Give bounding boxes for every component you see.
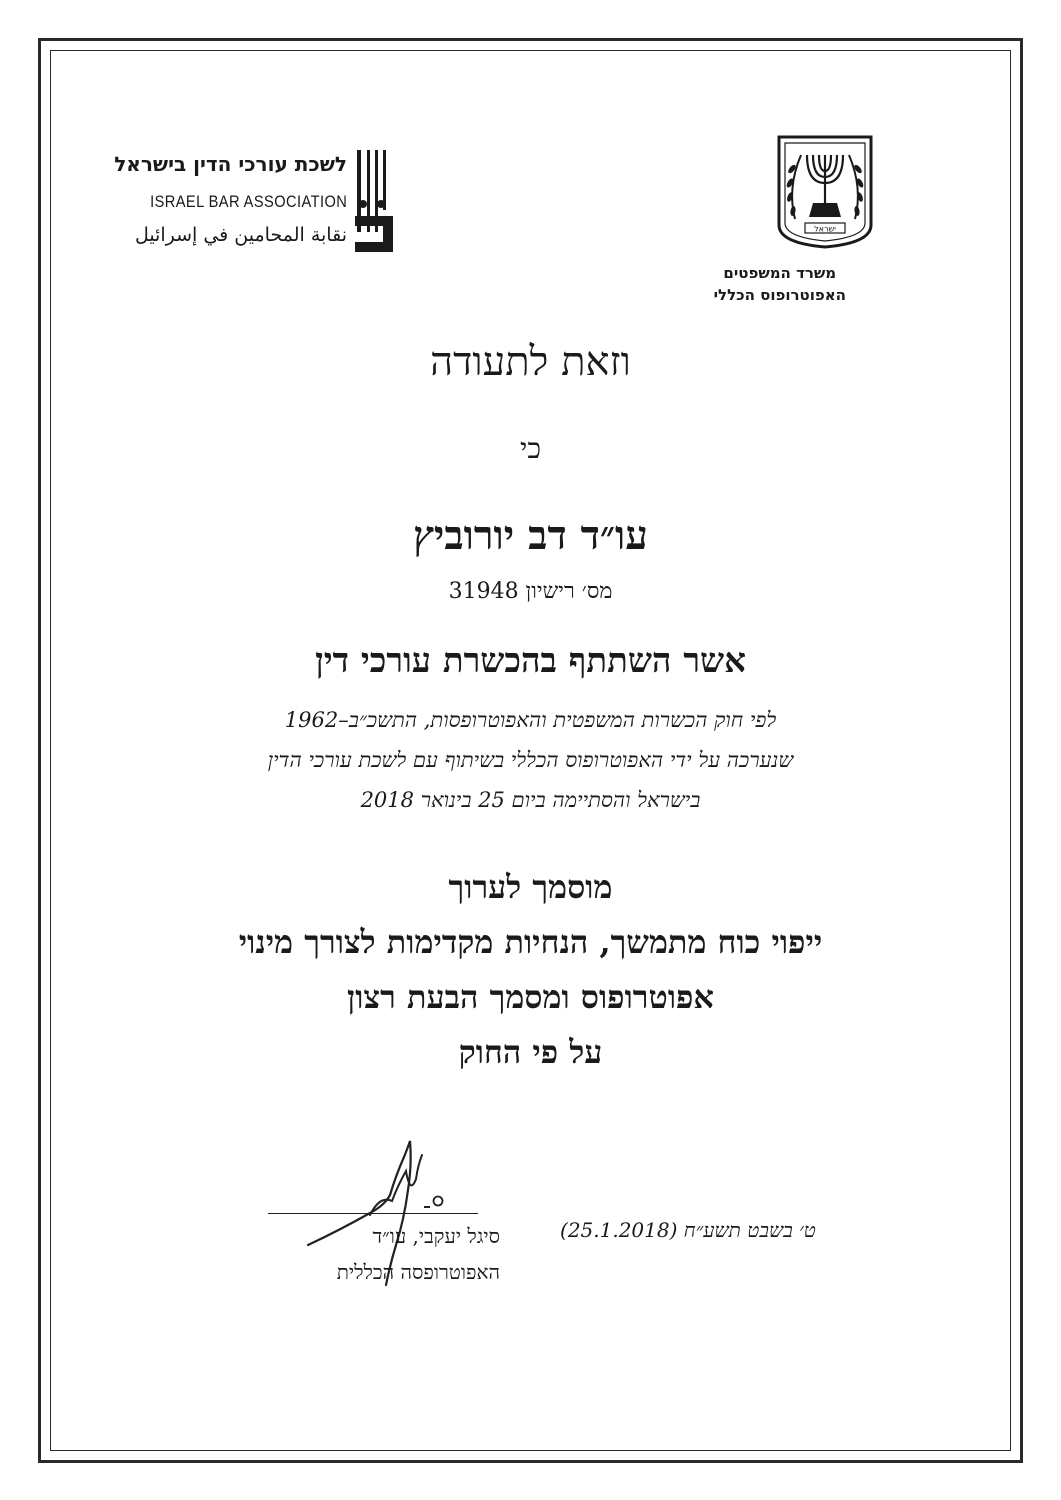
issue-date: ט׳ בשבט תשע״ח (25.1.2018) bbox=[560, 1218, 816, 1242]
menorah-emblem-icon bbox=[775, 133, 875, 249]
recipient-name: עו״ד דב יורוביץ bbox=[413, 512, 648, 559]
authorization-line: אפוטרופוס ומסמך הבעת רצון bbox=[347, 978, 714, 1016]
israel-bar-association-logo bbox=[114, 140, 395, 265]
signer-title: האפוטרופסה הכללית bbox=[336, 1260, 500, 1284]
bar-logo-arabic: نقابة المحامين في إسرائيل bbox=[134, 224, 347, 246]
law-line: בישראל והסתיימה ביום 25 בינואר 2018 bbox=[360, 788, 701, 812]
participation-statement: אשר השתתף בהכשרת עורכי דין bbox=[315, 641, 746, 681]
bar-logo-hebrew: לשכת עורכי הדין בישראל bbox=[114, 152, 347, 176]
authorization-block bbox=[0, 860, 1061, 1080]
bar-logo-english: ISRAEL BAR ASSOCIATION bbox=[149, 192, 347, 211]
law-line: שנערכה על ידי האפוטרופוס הכללי בשיתוף עם לשכת עורכי הדין bbox=[267, 748, 794, 772]
certificate-ki: כי bbox=[519, 432, 542, 465]
authorization-line: מוסמך לערוך bbox=[448, 868, 613, 906]
signature-line bbox=[268, 1213, 478, 1214]
authorization-line: ייפוי כוח מתמשך, הנחיות מקדימות לצורך מינוי bbox=[238, 923, 823, 961]
signer-name: סיגל יעקבי, עו״ד bbox=[372, 1224, 500, 1248]
ministry-caption bbox=[714, 262, 846, 306]
signer-block bbox=[230, 1218, 500, 1290]
emblem-inscription: ישראל bbox=[814, 224, 836, 234]
ministry-department: האפוטרופוס הכללי bbox=[713, 286, 846, 304]
law-line: לפי חוק הכשרות המשפטית והאפוטרופסות, התשכ״ב–1962 bbox=[284, 708, 777, 732]
license-number: מס׳ רישיון 31948 bbox=[448, 579, 613, 604]
law-paragraph bbox=[0, 700, 1061, 820]
authorization-line: על פי החוק bbox=[458, 1033, 603, 1071]
scales-of-justice-icon bbox=[353, 146, 395, 256]
certificate-title: וזאת לתעודה bbox=[430, 339, 631, 385]
ministry-name: משרד המשפטים bbox=[723, 264, 837, 282]
